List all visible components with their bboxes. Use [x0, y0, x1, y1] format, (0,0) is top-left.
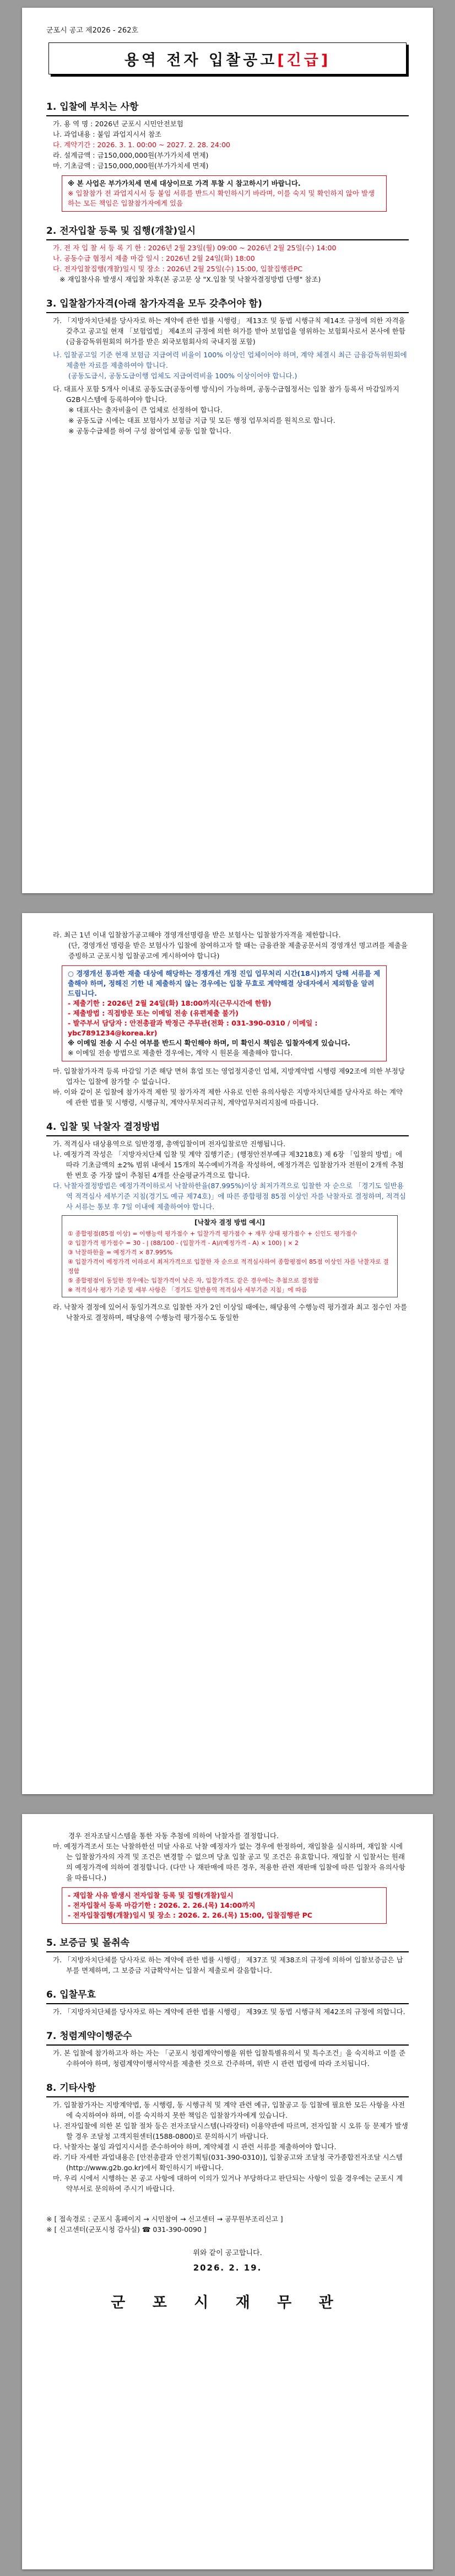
- contract-period: 다. 계약기간 : 2026. 3. 1. 00:00 ~ 2027. 2. 28. 24:00: [53, 141, 231, 149]
- eligibility-c-note3: ※ 공동수급체를 하여 구성 참여업체 공동 입찰 합니다.: [68, 427, 231, 435]
- calc-line-1: ① 종합평점(85점 이상) = 이행능력 평가점수 + 입찰가격 평가점수 + 재무 상태 평가점수 + 신인도 평가점수: [68, 1230, 358, 1237]
- section-6-heading: 6. 입찰무효: [46, 1987, 409, 2004]
- title-box: [48, 42, 407, 74]
- original-docs-note: ※ 이메일 전송 방법으로 제출한 경우에는, 계약 시 원본을 제출해야 합니다.: [68, 1049, 293, 1057]
- eligibility-c-note2: ※ 공동도급 시에는 대표 보험사가 보험금 지급 및 모든 행정 업무처리를 원칙으로 합니다.: [68, 416, 335, 425]
- calc-line-5: ⑤ 종합평점이 동일한 경우에는 입찰가격이 낮은 자, 입찰가격도 같은 경우에는 추첨으로 결정함: [68, 1277, 319, 1284]
- report-center-note: ※ [ 신고센터(군포시청 감사실) ☎ 031-390-0090 ]: [46, 2225, 207, 2234]
- method-a: 가. 적격심사 대상용역으로 일반경쟁, 총액입찰이며 전자입찰로만 진행됩니다.: [53, 1140, 286, 1148]
- closing-text: 위와 같이 공고합니다.: [193, 2249, 262, 2257]
- vat-notice: ※ 본 사업은 부가가치세 면세 대상이므로 가격 투찰 시 참고하시기 바랍니다.: [68, 179, 301, 187]
- calc-title: [낙찰자 결정 방법 예시]: [194, 1219, 265, 1226]
- document-page-2: [22, 913, 433, 1794]
- eligibility-f: 바. 이와 같이 본 입찰에 참가자격 제한 및 참가자격 제한 사유로 인한 유의사항은 지방자치단체를 당사자로 하는 계약에 관한 법률 및 시행령, 시행규칙, 계약사무처리규칙, 계약업무처리지침에 따릅니다.: [53, 1088, 403, 1107]
- section-4-heading: 4. 입찰 및 낙찰자 결정방법: [46, 1119, 409, 1136]
- section-5-heading: 5. 보증금 및 몰취속: [46, 1935, 409, 1952]
- section-7-heading: 7. 청렴계약이행준수: [46, 2028, 409, 2046]
- section-2-heading: 2. 전자입찰 등록 및 집행(개찰)일시: [46, 223, 409, 240]
- misc-b: 나. 전자입찰에 의한 본 입찰 절차 등은 전자조달시스템(나라장터) 이용약관에 따르며, 전자입찰 시 오류 등 문제가 발생할 경우 조달청 고객지원센터(1588-0800)로 문의하시기 바랍니다.: [53, 2122, 408, 2140]
- invalid-a: 가. 「지방자치단체를 당사자로 하는 계약에 관한 법률 시행령」 제39조 및 동법 시행규칙 제42조의 규정에 의합니다.: [53, 2008, 405, 2016]
- service-name: 가. 용 역 명 : 2026년 군포시 시민안전보험: [53, 120, 183, 128]
- announcement-date: 2026. 2. 19.: [193, 2263, 262, 2273]
- integrity-a: 가. 본 입찰에 참가하고자 하는 자는 「군포시 청렴계약이행을 위한 입찰특별유의서 및 특수조건」을 숙지하고 이를 준수하여야 하며, 청렴계약이행서약서를 제출한 것으로 간주하며, 위반 시 관련 법령에 따라 조치됩니다.: [53, 2049, 406, 2068]
- rebid-title: - 재입찰 사유 발생시 전자입찰 등록 및 집행(개찰)일시: [68, 1891, 234, 1899]
- bid-opening-time: 다. 전자입찰집행(개찰)일시 및 장소 : 2026년 2월 25일(수) 15:00, 입찰집행관PC: [53, 265, 303, 273]
- eligibility-c: 다. 대표사 포함 5개사 이내로 공동도급(공동이행 방식)이 가능하며, 공동수급협정서는 입찰 참가 등록서 마감일까지 G2B시스템에 등록하여야 합니다.: [53, 385, 399, 404]
- rebid-box: [62, 1887, 387, 1924]
- rebid-opening: - 전자입찰집행(개찰)일시 및 장소 : 2026. 2. 26.(목) 15:00, 입찰집행관 PC: [68, 1911, 312, 1919]
- deposit-a: 가. 「지방자치단체를 당사자로 하는 계약에 관한 법률 시행령」 제37조 및 제38조의 규정에 의하여 입찰보증금은 납부를 면제하며, 그 보증금 지급확약서는 입찰서 제출로써 갈음합니다.: [53, 1956, 403, 1974]
- method-c: 다. 낙찰자결정방법은 예정가격이하로서 낙찰하한율(87.995%)이상 최저가격으로 입찰한 자 순으로 「경기도 일반용역 적격심사 세부기준 지침(경기도 예규 제74호)」에 따른 종합평점 85점 이상인 자를 낙찰자로 결정하며, 적격심사 서류는 통보 후 7일 이내에 제출하여야 합니다.: [53, 1182, 406, 1211]
- design-amount: 라. 설계금액 : 금150,000,000원(부가가치세 면제): [53, 151, 209, 159]
- misc-e: 마. 우리 시에서 시행하는 본 공고 사항에 대하여 이의가 있거나 부당하다고 판단되는 사항이 있을 경우에는 군포시 계약부서로 문의하여 주시기 바랍니다.: [53, 2174, 403, 2193]
- page-title: 용역 전자 입찰공고: [124, 51, 278, 69]
- submission-rule: ○ 경쟁개선 통과한 재출 대상에 해당하는 경쟁개선 개정 진입 업무처리 시간(18시)까지 당해 서류를 제출해야 하며, 정해진 기한 내 제출하지 않는 경우에는 입찰 무효로 계약해결 상대자에서 제외함을 알려드립니다.: [68, 969, 381, 997]
- rebid-deadline: - 전자입찰서 등록 마감기한 : 2026. 2. 26.(목) 14:00까지: [68, 1901, 256, 1909]
- urgent-tag: [긴급]: [277, 51, 331, 69]
- method-d: 라. 낙찰자 결정에 있어서 동일가격으로 입찰한 자가 2인 이상일 때에는, 해당용역 수행능력 평가결과 최고 점수인 자를 낙찰자로 결정하며, 해당용역 수행능력 평가점수도 동일한: [53, 1303, 408, 1322]
- task-content: 나. 과업내용 : 붙임 과업지시서 참조: [53, 130, 162, 138]
- calc-line-6: ※ 적격심사 평가 기준 및 세부 사항은 「경기도 일반용역 적격심사 세부기준 지침」에 따름: [68, 1286, 307, 1294]
- eligibility-d: 라. 최근 1년 이내 입찰참가공고해야 경영개선명령을 받은 보험사는 입찰참가자격을 제한합니다.: [53, 931, 341, 939]
- eligibility-b: 나. 입찰공고일 기준 현재 보험금 지급여력 비율이 100% 이상인 업체이어야 하며, 계약 체결시 최근 금융감독위원회에 제출한 자료를 제출하여야 합니다.: [53, 351, 407, 369]
- consortium-deadline: 나. 공동수급 협정서 제출 마감 일시 : 2026년 2월 24일(화) 18:00: [53, 254, 255, 262]
- notice-box: [62, 175, 387, 212]
- calc-line-2: ② 입찰가격 평가점수 = 30 - | (88/100 - (입찰가격 - A)/(예정가격 - A) × 100) | × 2: [68, 1239, 299, 1247]
- contact-person: - 발주부서 담당자 : 안전총괄과 박정근 주무관(전화 : 031-390-0310 / 이메일 : ybc7891234@korea.kr): [68, 1019, 318, 1037]
- document-page-3: [22, 1814, 433, 2569]
- base-amount: 마. 기초금액 : 금150,000,000원(부가가치세 면제): [53, 162, 209, 170]
- eligibility-c-note1: ※ 대표사는 출자비율이 큰 업체로 선정하여 합니다.: [68, 406, 223, 414]
- rebid-note: ※ 재입찰사유 발생시 재입찰 차후(본 공고문 상 "X.입찰 및 낙찰자결정방법 단행" 참조): [59, 275, 321, 283]
- report-path-note: ※ [ 접속경로 : 군포시 홈페이지 → 시민참여 → 신고센터 → 공무원부조리신고 ]: [46, 2215, 283, 2223]
- eligibility-b-note: (공동도급시, 공동도급이행 업체도 지급여력비율 100% 이상이어야 합니다.): [68, 372, 297, 380]
- responsibility-notice: ※ 입찰참가 전 과업지시서 등 붙임 서류를 반드시 확인하시기 바라며, 이를 숙지 및 확인하지 않아 발생하는 모든 책임은 입찰참가자에게 있음: [68, 189, 375, 207]
- report-notes: [46, 2214, 409, 2235]
- submission-method: - 제출방법 : 직접방문 또는 이메일 전송 (유편제출 불가): [68, 1009, 239, 1017]
- misc-d: 라. 기타 자세한 과업내용은 [안전총괄과 안전기획팀(031-390-0310)], 입찰공고와 조달청 국가종합전자조달 시스템(http://www.g2b.go.kr)에서 확인하시기 바랍니다.: [53, 2153, 403, 2172]
- eligibility-d-note: (단, 경영개선 명령을 받은 보험사가 입찰에 참여하고자 할 때는 금융관찰 제출공문서의 경영개선 명고려를 제출을 증빙하고 군포시청 입찰공고에 게시하여야 합니다): [68, 941, 408, 960]
- submission-box: [62, 965, 387, 1061]
- eligibility-a: 가. 「지방자치단체를 당사자로 하는 계약에 관한 법률 시행령」 제13조 및 동법 시행규칙 제14조 규정에 의한 자격을 갖추고 공고일 현재 「보험업법」 제4조의 규정에 의한 허가를 받아 보험업을 영위하는 보험회사로서 본사에 한함(금융감독위원회의 허가를 받은 외국보험회사의 국내지점 포함): [53, 316, 405, 346]
- calc-line-3: ③ 낙찰하한율 = 예정가격 × 87.995%: [68, 1249, 173, 1256]
- section-3-heading: 3. 입찰참가자격(아래 참가자격을 모두 갖추어야 함): [46, 296, 409, 313]
- calculation-box: [62, 1215, 398, 1297]
- section-8-heading: 8. 기타사항: [46, 2080, 409, 2097]
- email-confirm-note: ※ 이메일 전송 시 수신 여부를 반드시 확인해야 하며, 미 확인시 책임은 입찰자에게 있습니다.: [68, 1039, 350, 1047]
- eligibility-e: 마. 입찰참가자격 등록 마감일 기준 해당 면허 휴업 또는 영업정지중인 업체, 지방계약법 시행령 제92조에 의한 부정당업자는 입찰에 참가할 수 없습니다.: [53, 1067, 405, 1086]
- submission-deadline: - 제출기한 : 2026년 2월 24일(화) 18:00까지(근무시간에 한함): [68, 999, 272, 1007]
- misc-a: 가. 입찰참가자는 지방계약법, 동 시행령, 동 시행규칙 및 계약 관련 예규, 입찰공고 등 입찰에 필요한 모든 사항을 사전에 숙지하여야 하며, 이를 숙지하지 못한 책임은 입찰참가자에게 있습니다.: [53, 2101, 405, 2119]
- misc-c: 다. 낙찰자는 붙임 과업지시서를 준수하여야 하며, 계약체결 시 관련 서류를 제출하여야 합니다.: [53, 2143, 337, 2151]
- method-d-cont: 경우 전자조달시스템을 통한 자동 추첨에 의하여 낙찰자를 결정합니다.: [68, 1832, 279, 1840]
- bid-registration-period: 가. 전 자 입 찰 서 등 록 기 한 : 2026년 2월 23일(월) 09:00 ~ 2026년 2월 25일(수) 14:00: [53, 244, 337, 252]
- issuer-name: 군 포 시 재 무 관: [111, 2294, 344, 2311]
- document-page-1: [22, 8, 433, 893]
- section-1-heading: 1. 입찰에 부치는 사항: [46, 99, 409, 116]
- method-e: 마. 예정가격조서 또는 낙찰하한선 미달 사유로 낙찰 예정자가 없는 경우에 한정하여, 재입찰을 실시하며, 재입찰 시에는 입찰참가자의 자격 및 조건은 변경할 수 없으며 당초 입찰 공고 및 조건은 유효합니다. 재입찰 시 입찰서는 원래의 예정가격에 의하여 결정합니다. (다만 나 재판매에 따른 경우, 적용한 관련 재판매 입찰에 따른 입찰자 유의사항을 따릅니다.): [53, 1842, 405, 1882]
- method-b: 나. 예정가격 작성은 「지방자치단체 입찰 및 계약 집행기준」(행정안전부예규 제3218호) 제 6장 「입찰의 방법」에 따라 기초금액의 ±2% 범위 내에서 15개의 복수예비가격을 작성하여, 예정가격은 입찰참가자 전원이 2개씩 추첨한 번호 중 가장 많이 추첨된 4개를 산술평균가격으로 합니다.: [53, 1150, 404, 1179]
- document-number: 군포시 공고 제2026 - 262호: [46, 26, 139, 35]
- calc-line-4: ④ 입찰가격이 예정가격 이하로서 최저가격으로 입찰한 자 순으로 적격심사하여 종합평점이 85점 이상인 자를 낙찰자로 결정함: [68, 1258, 389, 1275]
